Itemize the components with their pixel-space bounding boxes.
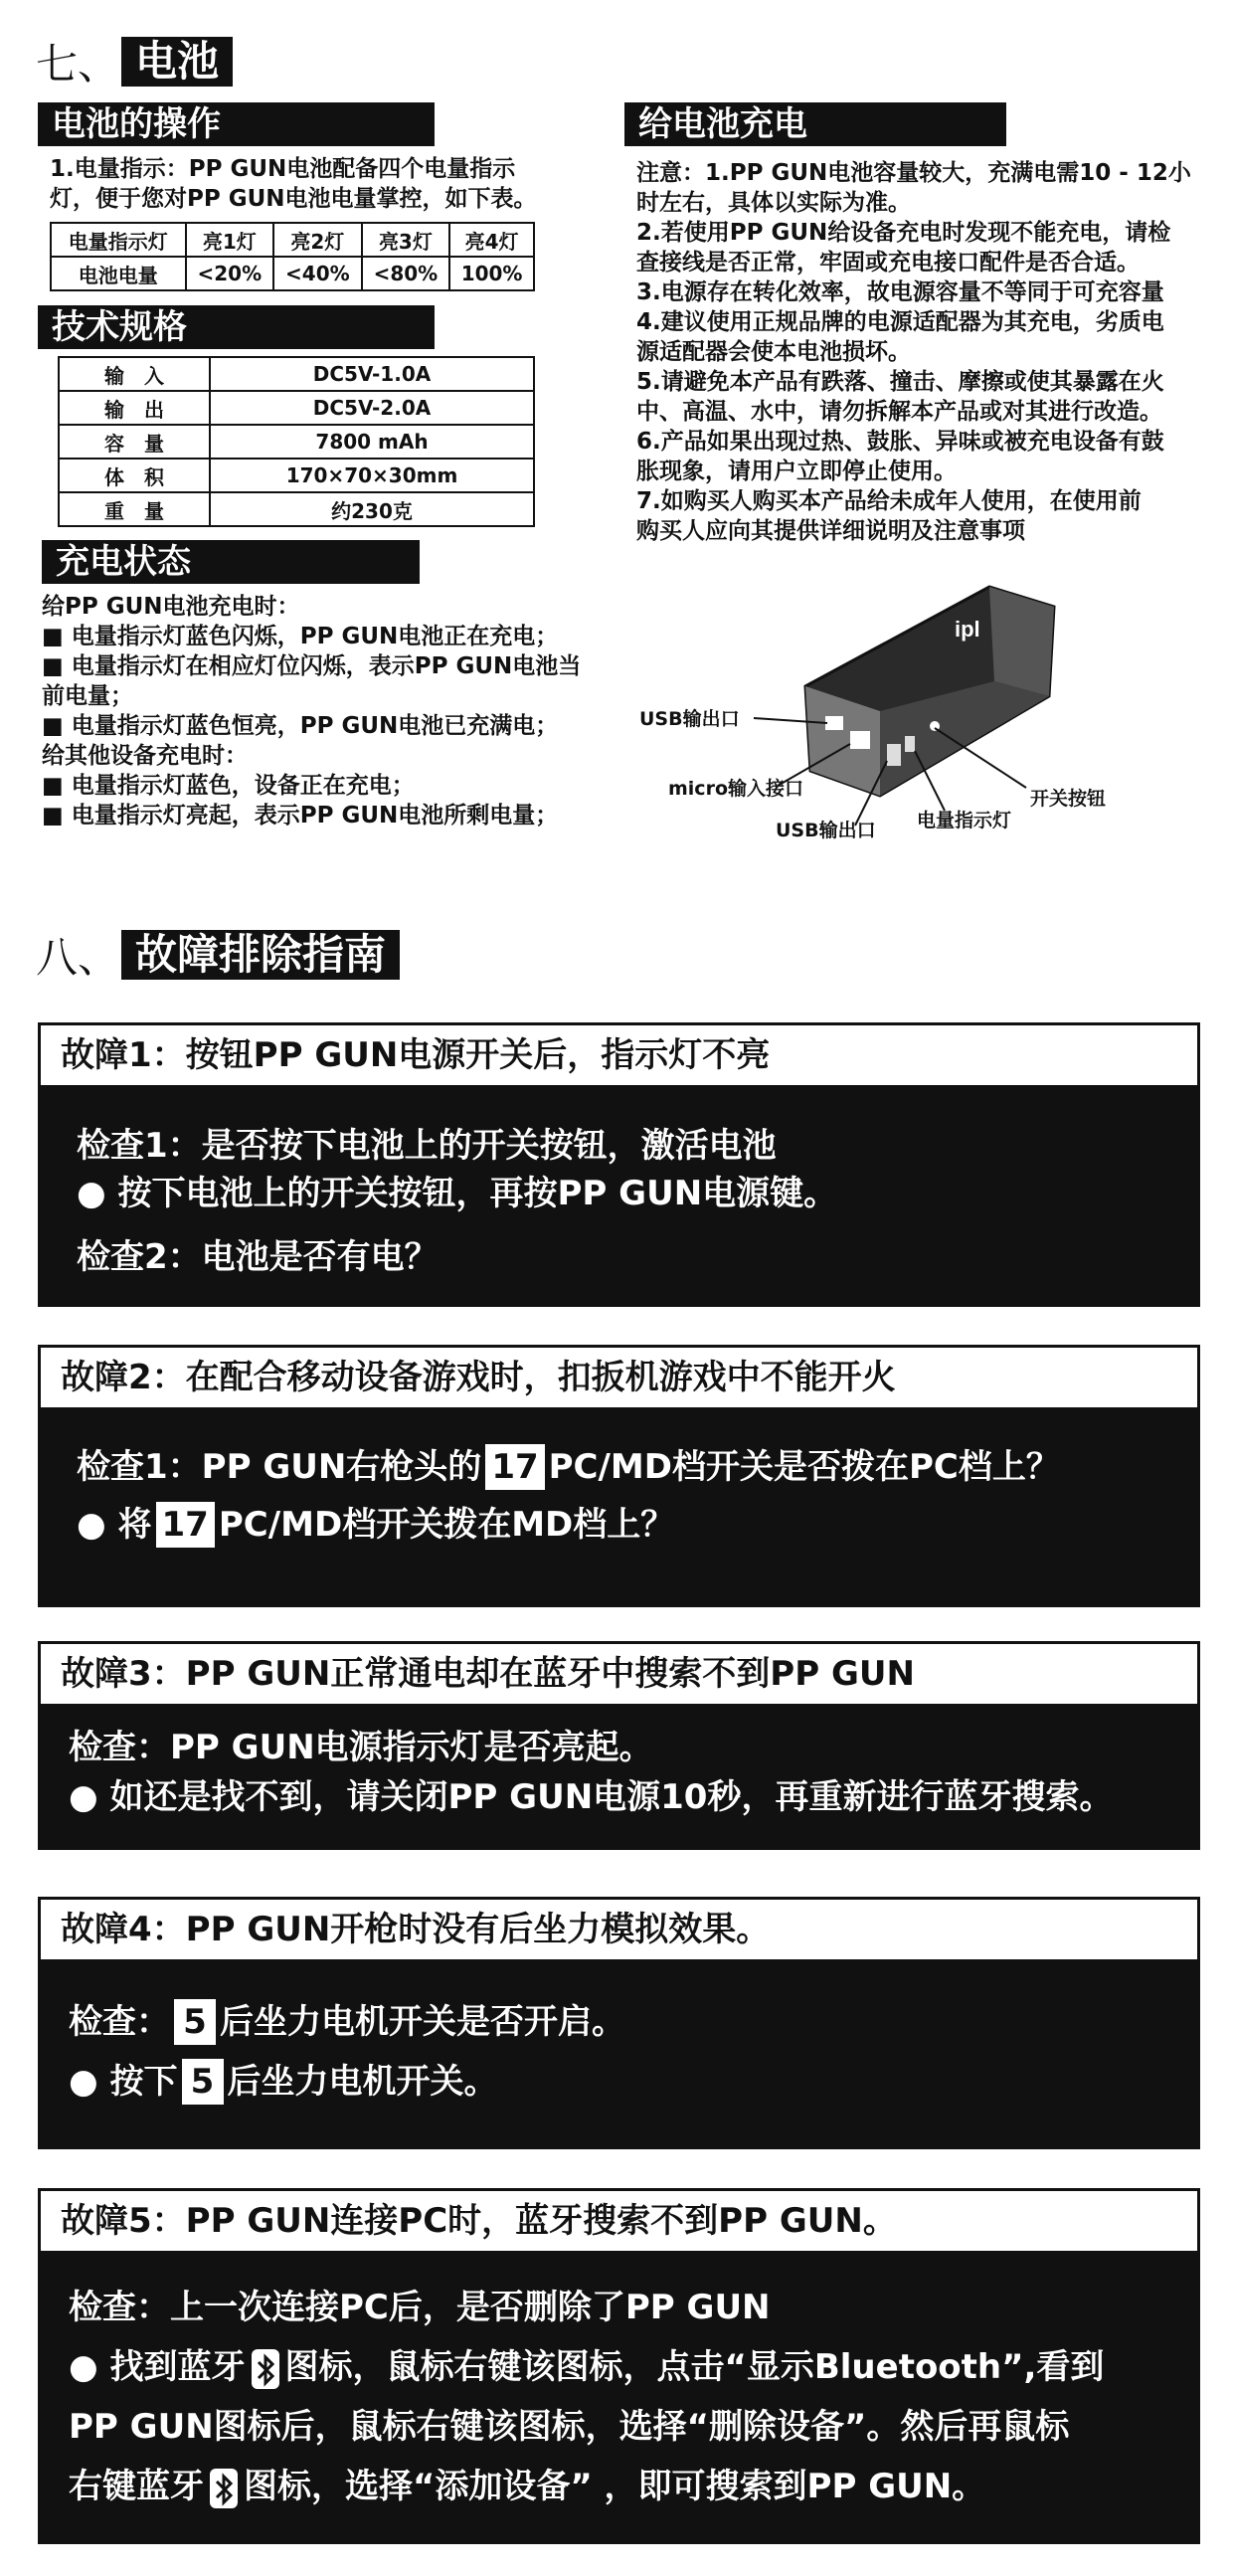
charging-notes: 注意：1.PP GUN电池容量较大，充满电需10 - 12小 时左右，具体以实际为准。 2.若使用PP GUN给设备充电时发现不能充电，请检 查接线是否正常，牢固或充电接口配件是否合适。 3.电源存在转化效率，故电源容量不等同于可充容量 4.建议使用正规品牌的电源适配器为其充电，劣质电 源适配器会使本电池损坏。 5.请避免本产品有跌落、撞击、摩擦或使其暴露在火 中、高温、水中，请勿拆解本产品或对其进行改造。 6.产品如果出现过热、鼓胀、异味或被充电设备有鼓 胀现象，请用户立即停止使用。 7.如购买人购买本产品给未成年人使用，在使用前 购买人应向其提供详细说明及注意事项 <box>636 160 1191 544</box>
fault-card-2 <box>38 1345 1200 1607</box>
specs-heading: 技术规格 <box>38 305 435 349</box>
number-badge: 17 <box>156 1502 215 1548</box>
label-micro-in: micro输入接口 <box>668 778 803 800</box>
fault-card-4 <box>38 1897 1200 2149</box>
number-badge: 5 <box>182 2059 224 2105</box>
fault-title: 故障3：PP GUN正常通电却在蓝牙中搜索不到PP GUN <box>41 1644 1197 1707</box>
bluetooth-icon <box>252 2349 279 2389</box>
number-badge: 17 <box>485 1444 544 1490</box>
section-number: 八、 <box>36 933 120 982</box>
fault-title: 故障4：PP GUN开枪时没有后坐力模拟效果。 <box>41 1900 1197 1962</box>
label-usb-out-2: USB输出口 <box>776 820 876 841</box>
battery-ops-text: 1.电量指示：PP GUN电池配备四个电量指示 灯，便于您对PP GUN电池电量掌控，如下表。 <box>50 156 537 212</box>
section-8-heading <box>36 925 400 985</box>
indicator-table: 电量指示灯 亮1灯 亮2灯 亮3灯 亮4灯 电池电量 <20% <40% <80% 100% <box>50 222 535 291</box>
section-7-heading <box>36 32 233 92</box>
section-number: 七、 <box>36 40 120 89</box>
battery-body <box>805 587 1054 796</box>
label-indicator: 电量指示灯 <box>917 810 1012 831</box>
fault-body: 检查1：PP GUN右枪头的 17 PC/MD档开关是否拨在PC档上？ ● 将 17 PC/MD档开关拨在MD档上？ <box>41 1410 1197 1554</box>
fault-title: 故障2：在配合移动设备游戏时，扣扳机游戏中不能开火 <box>41 1348 1197 1410</box>
svg-text:ipl: ipl <box>955 617 980 642</box>
fault-card-3 <box>38 1641 1200 1850</box>
fault-title: 故障1：按钮PP GUN电源开关后，指示灯不亮 <box>41 1025 1197 1088</box>
fault-card-5 <box>38 2188 1200 2544</box>
fault-body: 检查1：是否按下电池上的开关按钮，激活电池 ● 按下电池上的开关按钮，再按PP GUN电源键。 检查2：电池是否有电？ <box>77 1126 838 1277</box>
section-title: 故障排除指南 <box>121 930 400 980</box>
label-switch: 开关按钮 <box>1030 788 1107 810</box>
battery-ops-heading: 电池的操作 <box>38 102 435 146</box>
charging-heading: 给电池充电 <box>624 102 1006 146</box>
specs-table: 输 入 DC5V-1.0A 输 出 DC5V-2.0A 容 量 7800 mAh 体 积 170×70×30mm 重 量 约230克 <box>58 356 535 527</box>
fault-card-1 <box>38 1022 1200 1307</box>
label-usb-out-1: USB输出口 <box>639 708 740 730</box>
number-badge: 5 <box>174 1999 216 2045</box>
fault-body: 检查： 5 后坐力电机开关是否开启。 ● 按下 5 后坐力电机开关。 <box>41 1962 1197 2112</box>
fault-body: 检查：上一次连接PC后，是否删除了PP GUN ● 找到蓝牙 图标，鼠标右键该图标，点击“显示Bluetooth”,看到 PP GUN图标后，鼠标右键该图标，选择“删除设备”。然后再鼠标 右键蓝牙 图标，选择“添加设备” ，即可搜索到PP GUN。 <box>69 2288 1105 2506</box>
charge-status-heading: 充电状态 <box>42 540 420 584</box>
bluetooth-icon <box>210 2469 238 2508</box>
fault-title: 故障5：PP GUN连接PC时，蓝牙搜索不到PP GUN。 <box>41 2191 1197 2254</box>
fault-body: 检查：PP GUN电源指示灯是否亮起。 ● 如还是找不到，请关闭PP GUN电源10秒，再重新进行蓝牙搜索。 <box>69 1728 1114 1817</box>
charge-status-text: 给PP GUN电池充电时： ■ 电量指示灯蓝色闪烁，PP GUN电池正在充电； ■ 电量指示灯在相应灯位闪烁，表示PP GUN电池当 前电量； ■ 电量指示灯蓝色恒亮，PP GUN电池已充满电； 给其他设备充电时： ■ 电量指示灯蓝色，设备正在充电； ■ 电量指示灯亮起，表示PP GUN电池所剩电量； <box>42 594 582 828</box>
section-title: 电池 <box>121 37 233 87</box>
